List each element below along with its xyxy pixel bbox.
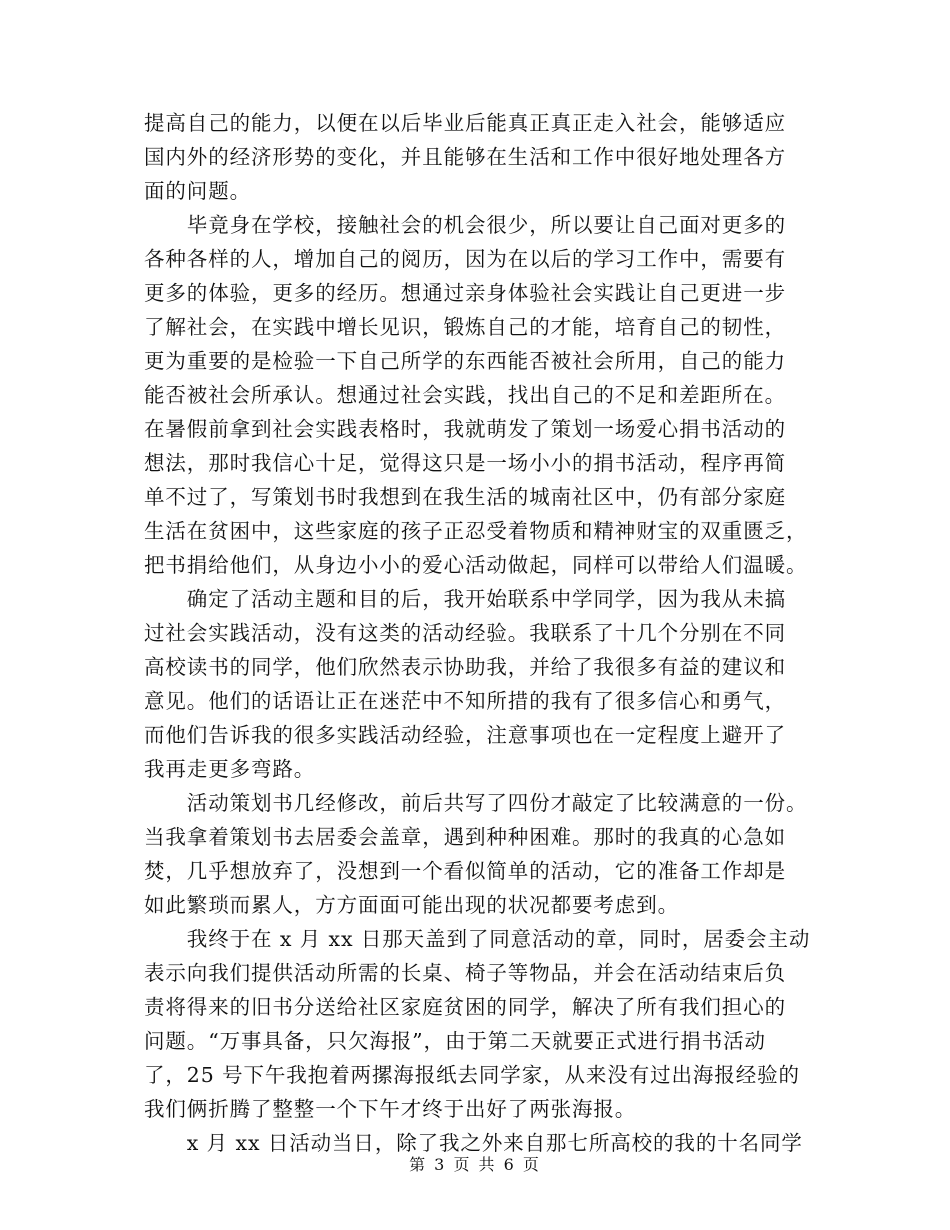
text-line: 更多的体验，更多的经历。想通过亲身体验社会实践让自己更进一步 xyxy=(144,281,786,305)
text-line: 我终于在 x 月 xx 日那天盖到了同意活动的章，同时，居委会主动 xyxy=(144,927,811,951)
text-line: 而他们告诉我的很多实践活动经验，注意事项也在一定程度上避开了 xyxy=(144,723,786,747)
text-line: 生活在贫困中，这些家庭的孩子正忍受着物质和精神财宝的双重匮乏， xyxy=(144,519,808,543)
document-body xyxy=(144,106,812,1160)
text-line: 焚，几乎想放弃了，没想到一个看似简单的活动，它的准备工作却是 xyxy=(144,859,786,883)
text-line: 国内外的经济形势的变化，并且能够在生活和工作中很好地处理各方 xyxy=(144,145,786,169)
text-line: 表示向我们提供活动所需的长桌、椅子等物品，并会在活动结束后负 xyxy=(144,961,786,985)
text-line: 面的问题。 xyxy=(144,179,251,203)
text-line: 活动策划书几经修改，前后共写了四份才敲定了比较满意的一份。 xyxy=(144,791,808,815)
text-line: 确定了活动主题和目的后，我开始联系中学同学，因为我从未搞 xyxy=(144,587,786,611)
text-line: 责将得来的旧书分送给社区家庭贫困的同学，解决了所有我们担心的 xyxy=(144,995,786,1019)
text-line: 我再走更多弯路。 xyxy=(144,757,316,781)
text-line: 各种各样的人，增加自己的阅历，因为在以后的学习工作中，需要有 xyxy=(144,247,786,271)
page-number-footer: 第 3 页 共 6 页 xyxy=(409,1155,541,1174)
text-line: 高校读书的同学，他们欣然表示协助我，并给了我很多有益的建议和 xyxy=(144,655,786,679)
text-line: 更为重要的是检验一下自己所学的东西能否被社会所用，自己的能力 xyxy=(144,349,786,373)
text-line: 把书捐给他们，从身边小小的爱心活动做起，同样可以带给人们温暖。 xyxy=(144,553,808,577)
text-line: 毕竟身在学校，接触社会的机会很少，所以要让自己面对更多的 xyxy=(144,213,786,237)
text-line: 想法，那时我信心十足，觉得这只是一场小小的捐书活动，程序再简 xyxy=(144,451,786,475)
text-line: 提高自己的能力，以便在以后毕业后能真正真正走入社会，能够适应 xyxy=(144,111,786,135)
text-line: 了解社会，在实践中增长见识，锻炼自己的才能，培育自己的韧性， xyxy=(144,315,786,339)
text-line: 问题。“万事具备，只欠海报”，由于第二天就要正式进行捐书活动 xyxy=(144,1029,766,1053)
text-line: 过社会实践活动，没有这类的活动经验。我联系了十几个分别在不同 xyxy=(144,621,786,645)
text-line: 如此繁琐而累人，方方面面可能出现的状况都要考虑到。 xyxy=(144,893,679,917)
text-line: 意见。他们的话语让正在迷茫中不知所措的我有了很多信心和勇气， xyxy=(144,689,786,713)
text-line: 当我拿着策划书去居委会盖章，遇到种种困难。那时的我真的心急如 xyxy=(144,825,786,849)
text-line: 了，25 号下午我抱着两摞海报纸去同学家，从来没有过出海报经验的 xyxy=(144,1063,800,1087)
text-line: 单不过了，写策划书时我想到在我生活的城南社区中，仍有部分家庭 xyxy=(144,485,786,509)
text-line: x 月 xx 日活动当日，除了我之外来自那七所高校的我的十名同学 xyxy=(144,1131,803,1155)
text-line: 在暑假前拿到社会实践表格时，我就萌发了策划一场爱心捐书活动的 xyxy=(144,417,786,441)
text-line: 我们俩折腾了整整一个下午才终于出好了两张海报。 xyxy=(144,1097,637,1121)
text-line: 能否被社会所承认。想通过社会实践，找出自己的不足和差距所在。 xyxy=(144,383,786,407)
